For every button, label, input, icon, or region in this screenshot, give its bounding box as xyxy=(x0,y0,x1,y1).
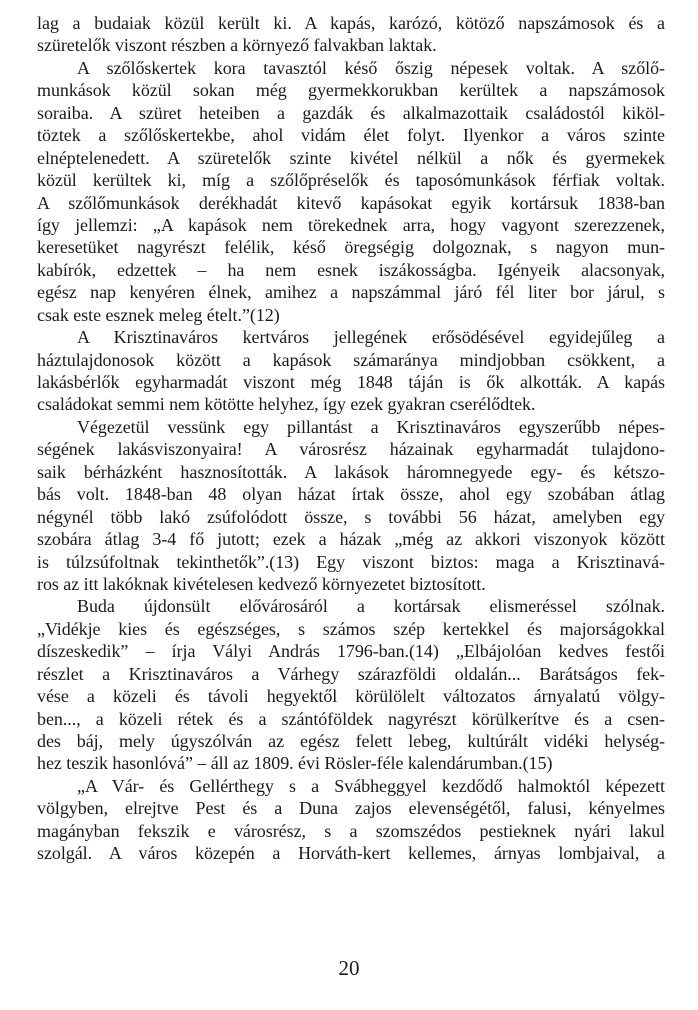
text-line: Végezetül vessünk egy pillantást a Krisztinaváros egyszerűbb népes- xyxy=(77,416,665,437)
paragraph xyxy=(37,775,665,865)
body-text xyxy=(37,12,665,865)
text-line: csak este esznek meleg ételt.”(12) xyxy=(37,304,280,325)
text-line: közül kerültek ki, míg a szőlőpréselők és taposómunkások férfiak voltak. xyxy=(37,170,665,191)
text-line: részlet a Krisztinaváros a Várhegy szárazföldi oldalán... Barátságos fek- xyxy=(37,663,665,684)
text-line: négynél több lakó zsúfolódott össze, s további 56 házat, amelyben egy xyxy=(37,506,665,527)
paragraph xyxy=(37,12,665,57)
text-line: szolgál. A város közepén a Horváth-kert kellemes, árnyas lombjaival, a xyxy=(37,843,665,864)
text-line: hez teszik hasonlóvá” – áll az 1809. évi Rösler-féle kalendárumban.(15) xyxy=(37,753,553,774)
text-line: vése a közeli és távoli hegyektől körülölelt változatos árnyalatú völgy- xyxy=(37,686,665,707)
paragraph xyxy=(37,326,665,416)
text-line: soraiba. A szüret heteiben a gazdák és alkalmazottaik családostól kiköl- xyxy=(37,102,665,123)
text-line: lag a budaiak közül került ki. A kapás, karózó, kötöző napszámosok és a xyxy=(37,13,665,33)
text-line: szobára átlag 3-4 fő jutott; ezek a házak „még az akkori viszonyok között xyxy=(37,529,665,550)
text-line: A szőlőskertek kora tavasztól késő őszig népesek voltak. A szőlő- xyxy=(77,57,665,78)
text-line: A szőlőmunkások derékhadát kitevő kapásokat egyik kortársuk 1838-ban xyxy=(37,192,665,213)
text-line: keresetüket nagyrészt felélik, késő öregségig dolgoznak, s nagyon mun- xyxy=(37,237,665,258)
text-line: elnéptelenedett. A szüretelők szinte kivétel nélkül a nők és gyermekek xyxy=(37,147,665,168)
text-line: bás volt. 1848-ban 48 olyan házat írtak össze, ahol egy szobában átlag xyxy=(37,484,665,505)
text-line: díszeskedik” – írja Vályi András 1796-ban.(14) „Elbájolóan kedves festői xyxy=(37,641,665,662)
text-line: is túlzsúfoltnak tekinthetők”.(13) Egy viszont biztos: maga a Krisztinavá- xyxy=(37,551,665,572)
text-line: munkások közül sokan még gyermekkorukban kerültek a napszámosok xyxy=(37,80,665,101)
paragraph xyxy=(37,595,665,775)
page-number: 20 xyxy=(338,956,360,980)
text-line: magányban fekszik e városrész, s a szomszédos pestieknek nyári lakul xyxy=(37,820,665,841)
text-line: „A Vár- és Gellérthegy s a Svábheggyel kezdődő halmoktól képezett xyxy=(77,775,665,796)
text-line: háztulajdonosok között a kapások számaránya mindjobban csökkent, a xyxy=(37,349,665,370)
text-line: szüretelők viszont részben a környező falvakban laktak. xyxy=(37,35,437,56)
text-line: A Krisztinaváros kertváros jellegének erősödésével egyidejűleg a xyxy=(77,327,665,348)
text-line: családokat semmi nem kötötte helyhez, így ezek gyakran cserélődtek. xyxy=(37,394,536,415)
text-line: Buda újdonsült elővárosáról a kortársak elismeréssel szólnak. xyxy=(77,596,665,617)
text-line: ben..., a közeli rétek és a szántóföldek nagyrészt körülkerítve és a csen- xyxy=(37,708,665,729)
text-line: völgyben, elrejtve Pest és a Duna zajos elevenségétől, falusi, kényelmes xyxy=(37,798,665,819)
text-line: töztek a szőlőskertekbe, ahol vidám élet folyt. Ilyenkor a város szinte xyxy=(37,125,665,146)
paragraph xyxy=(37,416,665,596)
text-line: lakásbérlők egyharmadát viszont még 1848 táján is ők alkották. A kapás xyxy=(37,372,665,392)
text-line: „Vidékje kies és egészséges, s számos szép kertekkel és majorságokkal xyxy=(37,618,665,639)
text-line: ségének lakásviszonyaira! A városrész házainak egyharmadát tulajdono- xyxy=(37,439,665,460)
text-line: saik bérházként hasznosították. A lakások háromnegyede egy- és kétszo- xyxy=(37,461,665,482)
text-line: egész nap kenyéren élnek, amihez a napszámmal járó fél liter bor járul, s xyxy=(37,282,665,303)
text-line: kabírók, edzettek – ha nem esnek iszákosságba. Igényeik alacsonyak, xyxy=(37,259,665,280)
text-line: ros az itt lakóknak kivételesen kedvező környezetet biztosított. xyxy=(37,573,486,594)
text-line: így jellemzi: „A kapások nem törekednek arra, hogy vagyont szerezzenek, xyxy=(37,214,665,235)
paragraph xyxy=(37,57,665,326)
text-line: des báj, mely úgyszólván az egész felett lebeg, kultúrált vidéki helység- xyxy=(37,731,665,751)
